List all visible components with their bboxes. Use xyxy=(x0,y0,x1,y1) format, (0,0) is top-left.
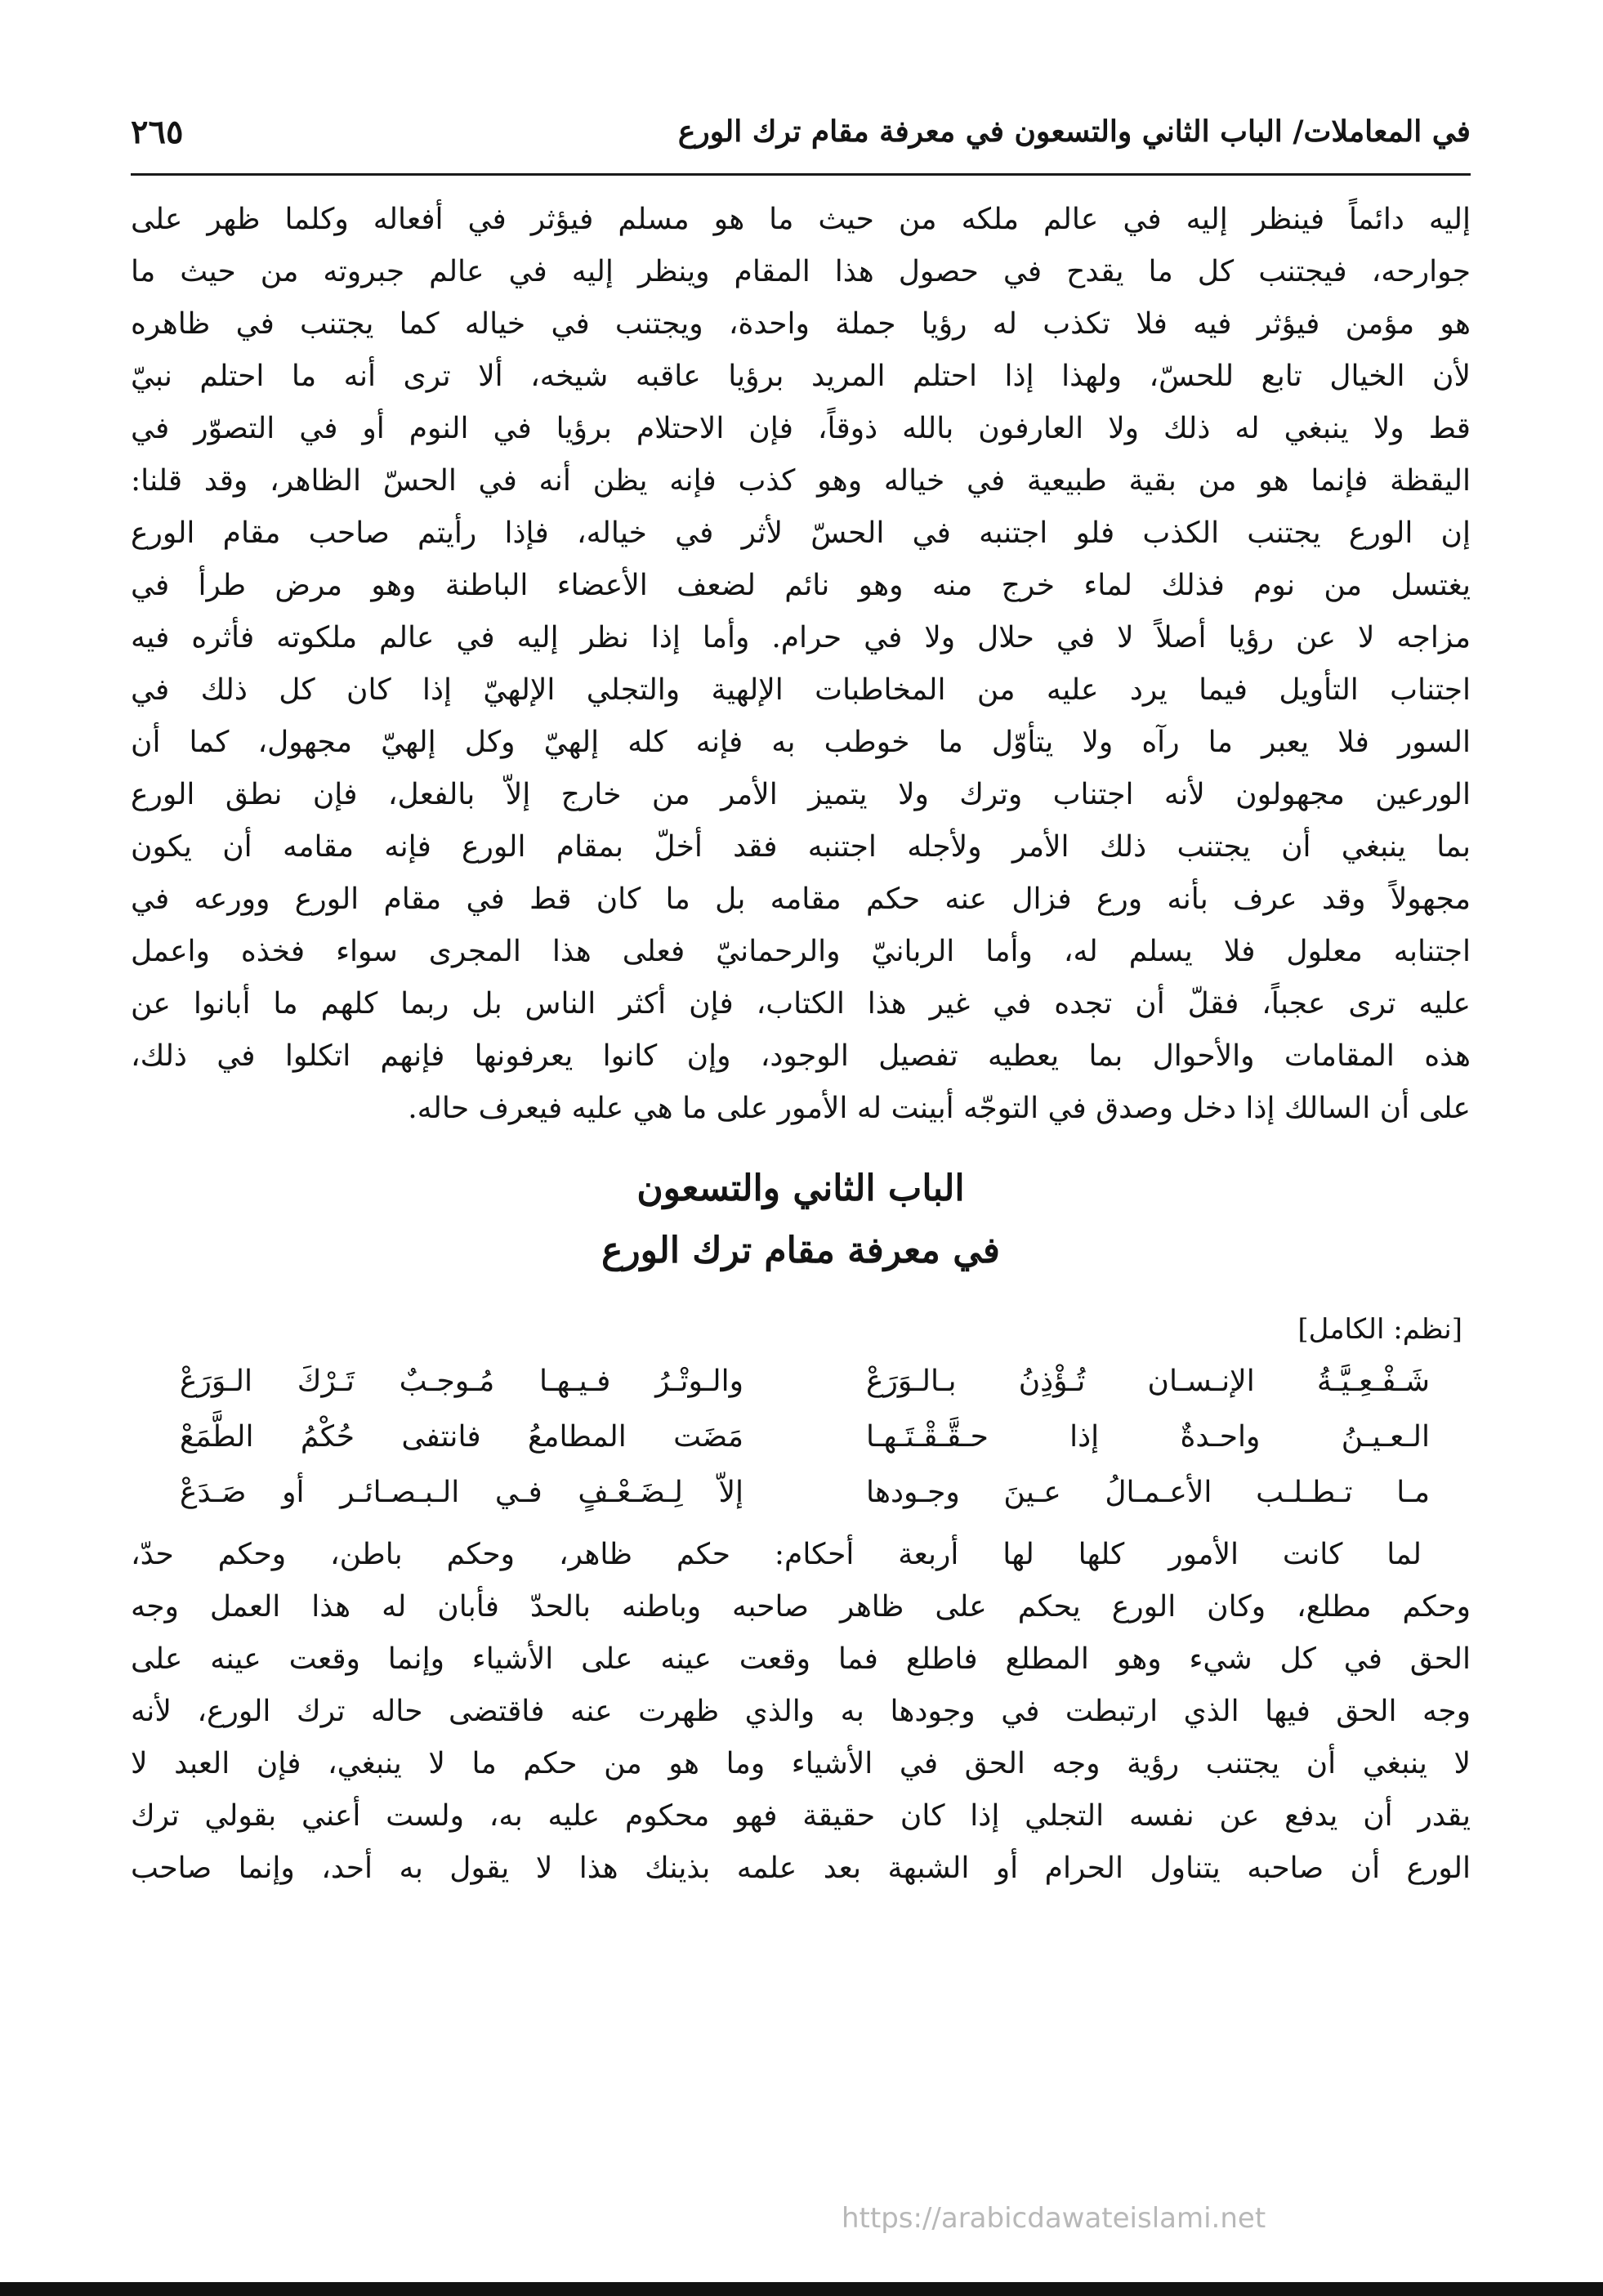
text-line: قط ولا ينبغي له ذلك ولا العارفون بالله ذوقاً، فإن الاحتلام برؤيا في النوم أو في التصوّر في xyxy=(131,412,1471,445)
text-line: وحكم مطلع، وكان الورع يحكم على ظاهر صاحبه وباطنه بالحدّ فأبان له هذا العمل وجه xyxy=(131,1590,1471,1624)
text-line: لأن الخيال تابع للحسّ، ولهذا إذا احتلم المريد برؤيا عاقبه شيخه، ألا ترى أنه ما احتلم نبيّ xyxy=(131,360,1471,393)
second-hemistich: والـوتْـرُ فـيـهـا مُـوجـبٌ تَـرْكَ الـوَرَعْ xyxy=(180,1365,743,1398)
body-text-section-2 xyxy=(131,1529,1471,1895)
text-line: هذه المقامات والأحوال بما يعطيه تفصيل الوجود، وإن كانوا يعرفونها فإنهم اتكلوا في ذلك، xyxy=(131,1039,1471,1073)
text-line: الحق في كل شيء وهو المطلع فاطلع فما وقعت عينه على الأشياء وإنما وقعت عينه على xyxy=(131,1642,1471,1676)
running-header xyxy=(131,98,1471,165)
text-line: اجتنابه معلول فلا يسلم له، وأما الربانيّ والرحمانيّ فعلى هذا المجرى سواء فخذه واعمل xyxy=(131,935,1471,968)
second-hemistich: إلاّ لِـضَـعْـفٍ فـي الـبـصـائـر أو صَـدَعْ xyxy=(180,1476,743,1509)
text-line: إليه دائماً فينظر إليه في عالم ملكه من حيث ما هو مسلم فيؤثر في أفعاله وكلما ظهر على xyxy=(131,203,1471,236)
text-line: الورع أن صاحبه يتناول الحرام أو الشبهة بعد علمه بذينك هذا لا يقول به أحد، وإنما صاحب xyxy=(131,1852,1471,1885)
body-text-section-1 xyxy=(131,194,1471,1135)
text-line: عليه ترى عجباً، فقلّ أن تجده في غير هذا الكتاب، فإن أكثر الناس بل ربما كلهم ما أبانوا عن xyxy=(131,987,1471,1021)
text-line: لما كانت الأمور كلها لها أربعة أحكام: حكم ظاهر، وحكم باطن، وحكم حدّ، xyxy=(131,1538,1422,1571)
poem-verse xyxy=(131,1354,1471,1409)
running-title: في المعاملات/ الباب الثاني والتسعون في معرفة مقام ترك الورع xyxy=(677,114,1471,149)
text-line: لا ينبغي أن يجتنب رؤية وجه الحق في الأشياء وما هو من حكم ما لا ينبغي، فإن العبد لا xyxy=(131,1747,1471,1780)
text-line: بما ينبغي أن يجتنب ذلك الأمر ولأجله اجتنبه فقد أخلّ بمقام الورع فإنه مقامه أن يكون xyxy=(131,830,1471,864)
page-number: ٢٦٥ xyxy=(131,112,184,151)
text-line: إن الورع يجتنب الكذب فلو اجتنبه في الحسّ لأثر في خياله، فإذا رأيتم صاحب مقام الورع xyxy=(131,516,1471,550)
text-line: هو مؤمن فيؤثر فيه فلا تكذب له رؤيا جملة واحدة، ويجتنب في خياله كما يجتنب في ظاهره xyxy=(131,307,1471,341)
scan-edge-bar xyxy=(0,2282,1603,2296)
text-line: مجهولاً وقد عرف بأنه ورع فزال عنه حكم مقامه بل ما كان قط في مقام الورع وورعه في xyxy=(131,882,1471,916)
poem-verse xyxy=(131,1409,1471,1465)
text-line: مزاجه لا عن رؤيا أصلاً لا في حلال ولا في حرام. وأما إذا نظر إليه في عالم ملكوته فأثره فيه xyxy=(131,621,1471,654)
poem-meter-label: [نظم: الكامل] xyxy=(1297,1313,1462,1346)
first-hemistich: الـعـيـنُ واحـدةٌ إذا حـقَّـقْـتَـهـا xyxy=(866,1420,1430,1454)
watermark-url: https://arabicdawateislami.net xyxy=(842,2202,1266,2235)
chapter-title: الباب الثاني والتسعون xyxy=(636,1168,965,1209)
chapter-subtitle: في معرفة مقام ترك الورع xyxy=(601,1230,1000,1271)
text-line: يقدر أن يدفع عن نفسه التجلي إذا كان حقيقة فهو محكوم عليه به، ولست أعني بقولي ترك xyxy=(131,1799,1471,1833)
text-line: على أن السالك إذا دخل وصدق في التوجّه أبينت له الأمور على ما هي عليه فيعرف حاله. xyxy=(408,1092,1471,1125)
text-line: وجه الحق فيها الذي ارتبطت في وجودها به والذي ظهرت عنه فاقتضى حاله ترك الورع، لأنه xyxy=(131,1695,1471,1728)
text-line: اليقظة فإنما هو من بقية طبيعية في خياله وهو كذب فإنه يظن أنه في الحسّ الظاهر، وقد قلنا: xyxy=(131,464,1471,498)
poem-verse xyxy=(131,1465,1471,1521)
book-page xyxy=(131,98,1471,2247)
poem xyxy=(131,1305,1471,1521)
text-line: جوارحه، فيجتنب كل ما يقدح في حصول هذا المقام وينظر إليه في عالم جبروته من حيث ما xyxy=(131,255,1471,288)
first-hemistich: شَـفْـعِـيَّـةُ الإنـسـان تُـؤْذِنُ بـالـوَرَعْ xyxy=(866,1365,1430,1398)
chapter-heading xyxy=(131,1158,1471,1282)
second-hemistich: مَضَت المطامعُ فانتفى حُكْمُ الطَّمَعْ xyxy=(180,1420,743,1454)
text-line: اجتناب التأويل فيما يرد عليه من المخاطبات الإلهية والتجلي الإلهيّ إذا كان كل ذلك في xyxy=(131,673,1471,707)
text-line: السور فلا يعبر ما رآه ولا يتأوّل ما خوطب به فإنه كله إلهيّ وكل إلهيّ مجهول، كما أن xyxy=(131,726,1471,759)
header-rule xyxy=(131,173,1471,176)
text-line: يغتسل من نوم فذلك لماء خرج منه وهو نائم لضعف الأعضاء الباطنة وهو مرض طرأ في xyxy=(131,569,1471,602)
text-line: الورعين مجهولون لأنه اجتناب وترك ولا يتميز الأمر من خارج إلاّ بالفعل، فإن نطق الورع xyxy=(131,778,1471,811)
first-hemistich: مـا تـطـلـب الأعـمـالُ عـينَ وجـودها xyxy=(866,1476,1430,1509)
